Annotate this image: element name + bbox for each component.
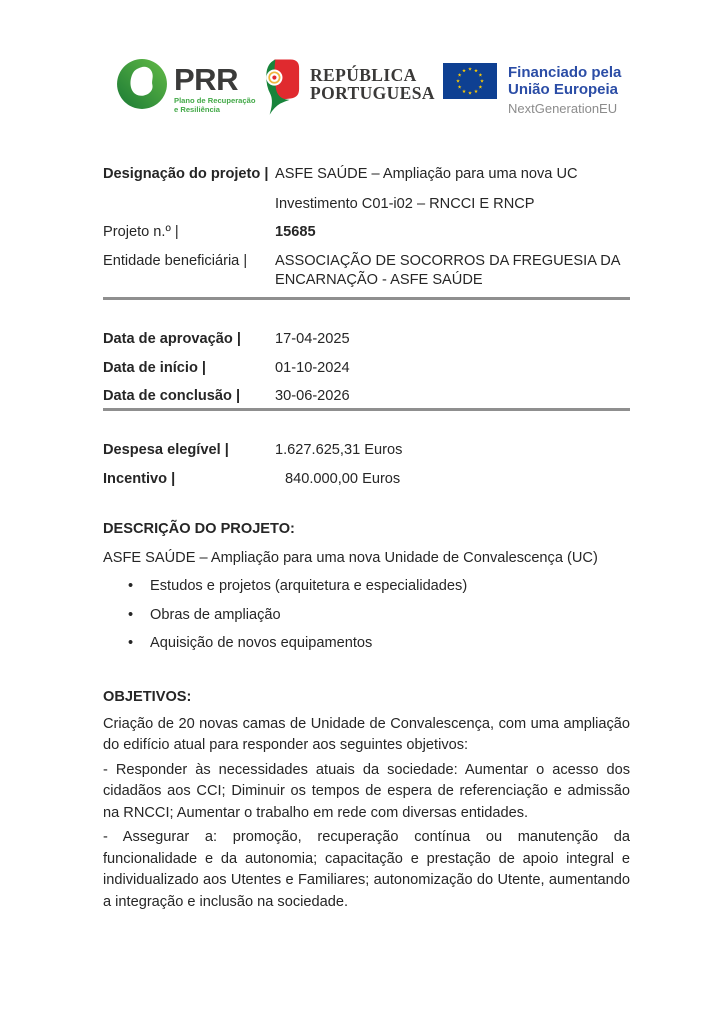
incentivo-label: Incentivo | — [103, 470, 176, 487]
entidade-label: Entidade beneficiária | — [103, 252, 248, 269]
field-data-aprovacao — [103, 330, 630, 350]
prr-tagline-line1: Plano de Recuperação — [174, 96, 256, 105]
entidade-value: ASSOCIAÇÃO DE SOCORROS DA FREGUESIA DA ENCARNAÇÃO - ASFE SAÚDE — [275, 252, 620, 288]
republica-line1: REPÚBLICA — [310, 65, 417, 85]
data-conclusao-label: Data de conclusão | — [103, 388, 241, 404]
project-info-section — [103, 165, 630, 300]
objectives-paragraph: - Assegurar a: promoção, recuperação contínua ou manutenção da funcionalidade e da autonomia; capacitação e prestação de apoio integral e individualizado aos Utentes e Familiares; autonomização do Utente, aumentando a integração e inclusão na sociedade. — [103, 829, 630, 910]
field-data-conclusao — [103, 387, 630, 407]
financial-section — [103, 441, 630, 498]
designacao-value-line2: Investimento C01-i02 – RNCCI E RNCP — [275, 195, 535, 212]
projeto-numero-label: Projeto n.º | — [103, 224, 179, 240]
field-incentivo — [103, 470, 630, 490]
objectives-heading: OBJETIVOS: — [103, 689, 192, 705]
eu-flag-icon — [443, 63, 497, 99]
objectives-section — [103, 688, 630, 916]
data-inicio-label: Data de início | — [103, 359, 207, 376]
bullet-item: • Estudos e projetos (arquitetura e especialidades) — [103, 577, 630, 597]
eu-funding-text — [508, 63, 621, 116]
prr-wordmark-block — [174, 58, 255, 114]
prr-tagline-line2: e Resiliência — [174, 105, 221, 114]
designacao-value — [275, 165, 630, 214]
prr-wordmark: PRR — [174, 62, 238, 97]
designacao-label: Designação do projeto | — [103, 166, 269, 182]
dates-section — [103, 330, 630, 416]
section-divider — [103, 408, 630, 411]
prr-logo — [116, 58, 255, 114]
data-conclusao-value: 30-06-2026 — [275, 388, 350, 404]
objectives-paragraph: Criação de 20 novas camas de Unidade de Convalescença, com uma ampliação do edifício atual para responder aos seguintes objetivos: — [103, 715, 630, 753]
despesa-value: 1.627.625,31 Euros — [275, 442, 403, 458]
prr-circle-icon — [116, 58, 168, 110]
republica-line2: PORTUGUESA — [310, 82, 435, 103]
portuguese-flag-icon — [263, 57, 301, 119]
data-aprovacao-value: 17-04-2025 — [275, 331, 350, 347]
eu-funding-line1: Financiado pela — [508, 64, 622, 81]
eu-program-name: NextGenerationEU — [508, 101, 618, 116]
projeto-numero-value: 15685 — [275, 224, 316, 240]
description-bullet-list — [103, 577, 630, 654]
bullet-item: • Aquisição de novos equipamentos — [103, 634, 630, 654]
eu-funding-logo — [443, 63, 621, 116]
section-divider — [103, 297, 630, 300]
prr-tagline — [174, 96, 255, 114]
description-section — [103, 520, 630, 663]
republica-portuguesa-logo — [263, 57, 435, 119]
field-data-inicio — [103, 359, 630, 379]
eu-funding-line2: União Europeia — [508, 81, 619, 98]
field-entidade — [103, 252, 630, 291]
field-designacao — [103, 165, 630, 214]
data-inicio-value: 01-10-2024 — [275, 359, 350, 376]
designacao-value-line1: ASFE SAÚDE – Ampliação para uma nova UC — [275, 166, 578, 182]
objectives-paragraph: - Responder às necessidades atuais da sociedade: Aumentar o acesso dos cidadãos aos CCI; Diminuir os tempos de espera de referenciação e admissão na RNCCI; Aumentar o trabalho em rede com diversas entidades. — [103, 761, 630, 821]
field-projeto-numero — [103, 223, 630, 243]
bullet-item: • Obras de ampliação — [103, 606, 630, 626]
field-despesa — [103, 441, 630, 461]
data-aprovacao-label: Data de aprovação | — [103, 331, 241, 347]
incentivo-value: 840.000,00 Euros — [285, 470, 401, 487]
republica-wordmark — [310, 57, 435, 102]
description-heading: DESCRIÇÃO DO PROJETO: — [103, 521, 295, 537]
despesa-label: Despesa elegível | — [103, 442, 229, 458]
description-intro: ASFE SAÚDE – Ampliação para uma nova Unidade de Convalescença (UC) — [103, 549, 598, 566]
